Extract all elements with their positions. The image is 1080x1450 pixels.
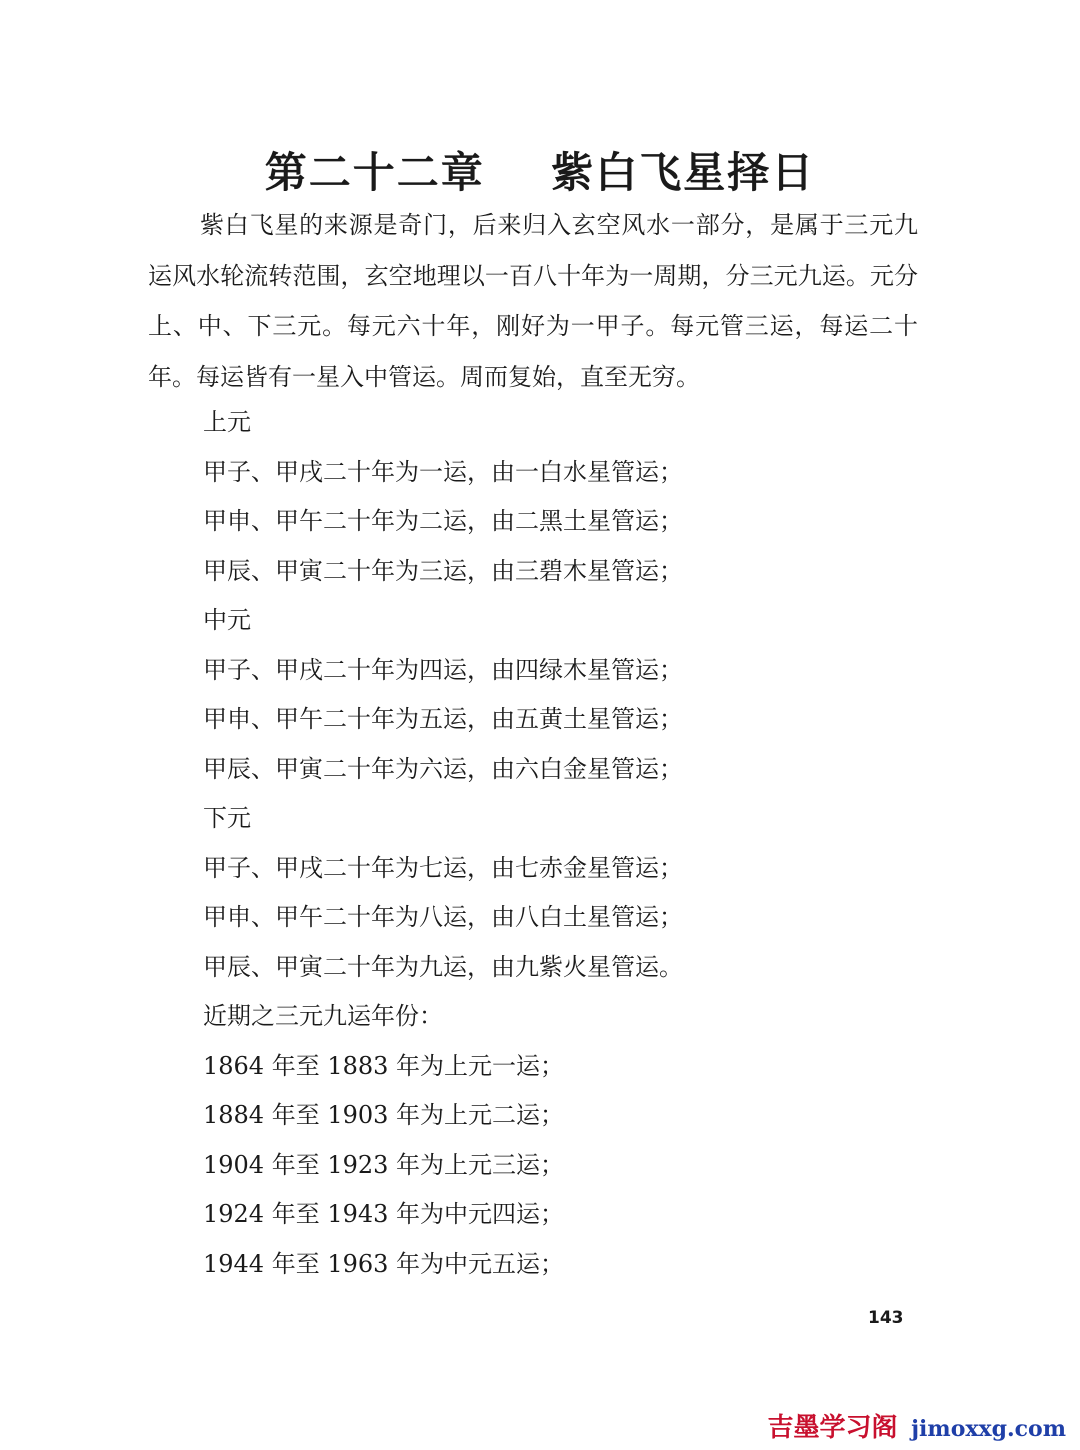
content-lines [203, 398, 683, 1289]
watermark-chinese: 吉墨学习阁 [767, 1413, 898, 1443]
section-heading-lower: 下元 [203, 804, 251, 832]
text-line: 甲辰、甲寅二十年为三运，由三碧木星管运； [203, 556, 683, 585]
text-line: 甲申、甲午二十年为二运，由二黑土星管运； [203, 507, 683, 535]
text-line: 甲子、甲戌二十年为七运，由七赤金星管运； [203, 853, 683, 882]
year-line: 1944 年至 1963 年为中元五运； [203, 1249, 565, 1278]
text-line: 甲子、甲戌二十年为四运，由四绿木星管运； [203, 655, 683, 684]
text-line: 甲辰、甲寅二十年为六运，由六白金星管运； [203, 754, 683, 783]
year-line: 1864 年至 1883 年为上元一运； [203, 1051, 565, 1080]
chapter-title: 第二十二章 紫白飞星择日 [264, 148, 816, 197]
watermark [768, 1407, 1067, 1444]
section-heading-upper: 上元 [203, 408, 251, 436]
year-line: 1904 年至 1923 年为上元三运； [203, 1150, 565, 1179]
year-line: 1924 年至 1943 年为中元四运； [203, 1200, 565, 1228]
text-line: 甲辰、甲寅二十年为九运，由九紫火星管运。 [203, 952, 683, 981]
text-line: 甲申、甲午二十年为八运，由八白土星管运； [203, 903, 683, 931]
year-list-heading: 近期之三元九运年份： [203, 1002, 443, 1030]
text-line: 甲申、甲午二十年为五运，由五黄土星管运； [203, 705, 683, 733]
intro-paragraph: 紫白飞星的来源是奇门，后来归入玄空风水一部分，是属于三元九运风水轮流转范围，玄空地理以一百八十年为一周期，分三元九运。元分上、中、下三元。每元六十年，刚好为一甲子。每元管三运，每运二十年。每运皆有一星入中管运。周而复始，直至无穷。 [148, 211, 918, 391]
year-line: 1884 年至 1903 年为上元二运； [203, 1101, 565, 1129]
page-number: 143 [868, 1308, 904, 1328]
section-heading-middle: 中元 [203, 606, 251, 634]
text-line: 甲子、甲戌二十年为一运，由一白水星管运； [203, 457, 683, 486]
watermark-url: jimoxxg.com [911, 1416, 1066, 1442]
